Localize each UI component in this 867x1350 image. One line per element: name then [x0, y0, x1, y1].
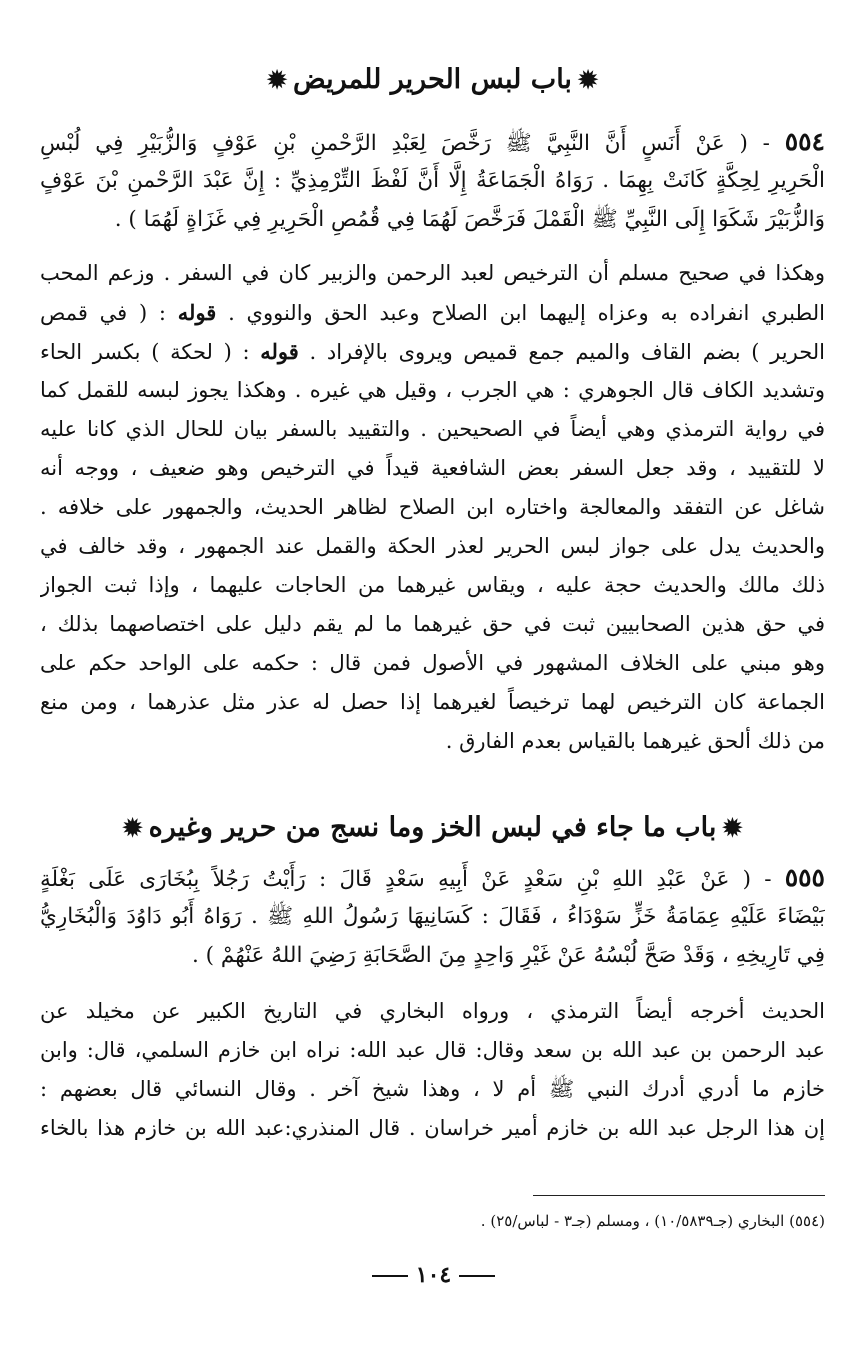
- star-ornament-icon: ✹: [266, 65, 288, 94]
- hadith-number: ٥٥٤: [784, 127, 825, 156]
- commentary-line: الحرير ) بضم القاف والميم جمع قميص ويروى بالإفراد . قوله : ( لحكة ) بكسر الحاء: [40, 339, 825, 364]
- hadith-line: ٥٥٤ - ( عَنْ أَنَسٍ أَنَّ النَّبِيَّ ﷺ رَخَّصَ لِعَبْدِ الرَّحْمنِ بْنِ عَوْفٍ وَالزُّبَيْرِ فِي لُبْسِ: [40, 127, 825, 156]
- commentary-line: وهكذا في صحيح مسلم أن الترخيص لعبد الرحمن والزبير كان في السفر . وزعم المحب: [40, 261, 825, 285]
- footnote: (٥٥٤) البخاري (جـ١٠/٥٨٣٩) ، ومسلم (جـ٣ - لباس/٢٥) .: [480, 1212, 825, 1230]
- page-number-dash: [459, 1275, 495, 1277]
- star-ornament-icon: ✹: [577, 65, 599, 94]
- commentary-555: [40, 992, 825, 1148]
- commentary-line: الطبري انفراده به وعزاه إليهما ابن الصلاح وعبد الحق والنووي . قوله : ( في قمص: [40, 300, 825, 325]
- commentary-line: لا للتقييد ، وقد جعل السفر بعض الشافعية قيداً في الترخيص وهو ضعيف ، ووجه أنه: [40, 456, 825, 480]
- commentary-line: في رواية الترمذي وهي أيضاً في الصحيحين . والتقييد بالسفر بيان للحال الذي كانا عليه: [40, 417, 825, 441]
- hadith-line: وَالزُّبَيْرَ شَكَوَا إِلَى النَّبِيِّ ﷺ الْقَمْلَ فَرَخَّصَ لَهُمَا فِي قُمُصِ الْحَرِيرِ فِي غَزَاةٍ لَهُمَا ) .: [114, 207, 825, 232]
- commentary-line: في حق هذين الصحابيين ثبت في حق غيرهما ما لم يقم دليل على اختصاصهما بذلك ،: [40, 612, 825, 636]
- chapter-heading-silk-for-sick: [40, 60, 825, 100]
- commentary-line: والحديث يدل على جواز لبس الحرير لعذر الحكة والقمل عند الجمهور ، وقد خالف في: [40, 534, 825, 558]
- star-ornament-icon: ✹: [722, 813, 743, 842]
- page-number-dash: [372, 1275, 408, 1277]
- hadith-line: بَيْضَاءَ عَلَيْهِ عِمَامَةُ خَزٍّ سَوْدَاءُ ، فَقَالَ : كَسَانِيهَا رَسُولُ اللهِ ﷺ . رَوَاهُ أَبُو دَاوُدَ وَالْبُخَارِيُّ: [40, 904, 825, 929]
- commentary-line: وتشديد الكاف قال الجوهري : هي الجرب ، وقيل هي غيره . وهكذا يجوز لبسه للقمل كما: [40, 378, 825, 402]
- star-ornament-icon: ✹: [122, 813, 143, 842]
- chapter-heading-text: باب ما جاء في لبس الخز وما نسج من حرير وغيره: [148, 812, 717, 843]
- commentary-line: ذلك مالك والحديث حجة عليه ، ويقاس غيرهما من الحاجات عليهما ، وإذا ثبت الجواز: [40, 573, 825, 597]
- chapter-heading-text: باب لبس الحرير للمريض: [293, 64, 572, 95]
- keyword-qawluhu: قوله: [260, 339, 299, 364]
- hadith-line: ٥٥٥ - ( عَنْ عَبْدِ اللهِ بْنِ سَعْدٍ عَنْ أَبِيهِ سَعْدٍ قَالَ : رَأَيْتُ رَجُلاً بِبُخَارَى عَلَى بَغْلَةٍ: [40, 863, 825, 892]
- hadith-555: [40, 858, 825, 975]
- commentary-554: [40, 254, 825, 761]
- hadith-line: الْحَرِيرِ لِحِكَّةٍ كَانَتْ بِهِمَا . رَوَاهُ الْجَمَاعَةُ إِلَّا أَنَّ لَفْظَ التِّرْمِذِيِّ : إِنَّ عَبْدَ الرَّحْمنِ بْنَ عَوْفٍ: [40, 168, 825, 193]
- commentary-line: الجماعة كان الترخيص لهما ترخيصاً لغيرهما إذا حصل له عذر مثل عذرهما ، ومن منع: [40, 690, 825, 714]
- commentary-line: خازم ما أدري أدرك النبي ﷺ أم لا ، وهذا شيخ آخر . وقال النسائي قال بعضهم :: [40, 1077, 825, 1101]
- commentary-line: الحديث أخرجه أيضاً الترمذي ، ورواه البخاري في التاريخ الكبير عن مخيلد عن: [40, 999, 825, 1023]
- commentary-line: وهو مبني على الخلاف المشهور في الأصول فمن قال : حكمه على الواحد حكم على: [40, 651, 825, 675]
- commentary-line: عبد الرحمن بن عبد الله بن سعد وقال: قال عبد الله: نراه ابن خازم السلمي، قال: وابن: [40, 1038, 825, 1062]
- hadith-line: فِي تَارِيخِهِ ، وَقَدْ صَحَّ لُبْسُهُ عَنْ غَيْرِ وَاحِدٍ مِنَ الصَّحَابَةِ رَضِيَ اللهُ عَنْهُمْ ) .: [192, 943, 825, 968]
- page-number: ١٠٤: [0, 1262, 867, 1288]
- footnote-divider: [533, 1195, 825, 1196]
- commentary-line: من ذلك ألحق غيرهما بالقياس بعدم الفارق .: [445, 729, 825, 753]
- commentary-line: شاغل عن التفقد والمعالجة واختاره ابن الصلاح لظاهر الحديث، والجمهور على خلافه .: [40, 495, 825, 519]
- hadith-number: ٥٥٥: [784, 863, 825, 892]
- chapter-heading-khaz: [40, 808, 825, 848]
- commentary-line: إن هذا الرجل عبد الله بن خازم أمير خراسان . قال المنذري:عبد الله بن خازم هذا بالخاء: [40, 1116, 825, 1140]
- hadith-554: [40, 122, 825, 239]
- keyword-qawluhu: قوله: [177, 300, 217, 325]
